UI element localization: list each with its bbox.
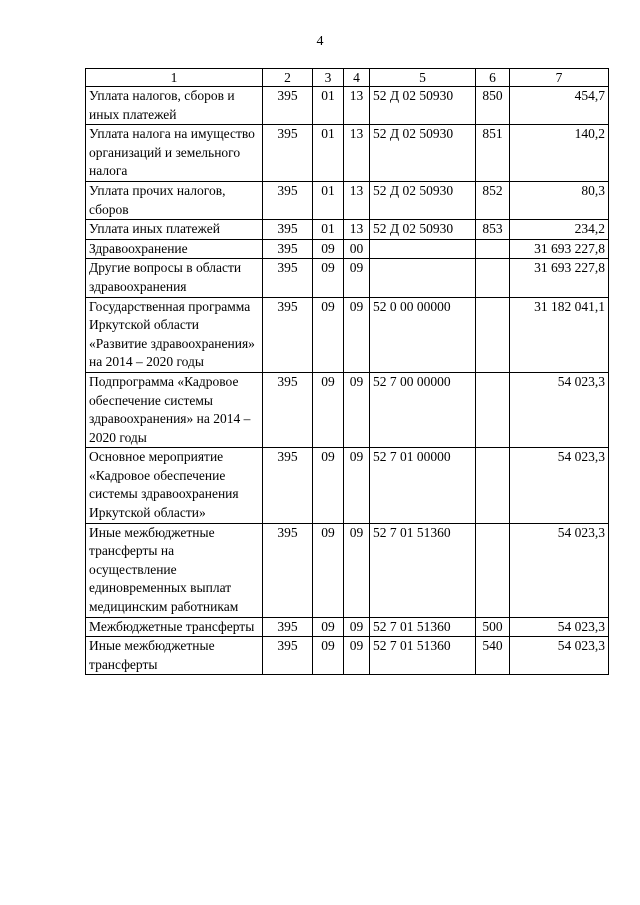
cell-section: 09 xyxy=(313,448,344,523)
page-number: 4 xyxy=(316,34,324,49)
cell-section: 01 xyxy=(313,220,344,240)
cell-amount: 54 023,3 xyxy=(510,372,609,447)
cell-name: Государственная программа Иркутской области «Развитие здравоохранения» на 2014 – 2020 годы xyxy=(86,297,263,372)
cell-amount: 54 023,3 xyxy=(510,523,609,617)
cell-amount: 54 023,3 xyxy=(510,637,609,675)
cell-section: 09 xyxy=(313,637,344,675)
cell-expense-type: 851 xyxy=(476,125,510,182)
cell-name: Уплата иных платежей xyxy=(86,220,263,240)
cell-name: Основное мероприятие «Кадровое обеспечение системы здравоохранения Иркутской области» xyxy=(86,448,263,523)
table-header-row xyxy=(86,69,609,87)
column-header: 2 xyxy=(263,69,313,87)
cell-section: 01 xyxy=(313,181,344,219)
table-row xyxy=(86,372,609,447)
cell-target-article: 52 0 00 00000 xyxy=(370,297,476,372)
table-row xyxy=(86,259,609,297)
cell-subsection: 00 xyxy=(344,239,370,259)
cell-name: Иные межбюджетные трансферты xyxy=(86,637,263,675)
cell-subsection: 13 xyxy=(344,87,370,125)
cell-section: 01 xyxy=(313,125,344,182)
cell-amount: 234,2 xyxy=(510,220,609,240)
cell-expense-type xyxy=(476,239,510,259)
table-row xyxy=(86,617,609,637)
cell-grbs: 395 xyxy=(263,448,313,523)
cell-name: Уплата прочих налогов, сборов xyxy=(86,181,263,219)
cell-grbs: 395 xyxy=(263,220,313,240)
cell-grbs: 395 xyxy=(263,259,313,297)
cell-expense-type xyxy=(476,259,510,297)
cell-section: 09 xyxy=(313,297,344,372)
cell-subsection: 09 xyxy=(344,523,370,617)
cell-section: 09 xyxy=(313,239,344,259)
column-header: 7 xyxy=(510,69,609,87)
cell-section: 09 xyxy=(313,259,344,297)
cell-subsection: 09 xyxy=(344,448,370,523)
cell-name: Межбюджетные трансферты xyxy=(86,617,263,637)
cell-amount: 140,2 xyxy=(510,125,609,182)
cell-expense-type xyxy=(476,372,510,447)
cell-expense-type: 853 xyxy=(476,220,510,240)
table-row xyxy=(86,220,609,240)
cell-expense-type xyxy=(476,448,510,523)
cell-grbs: 395 xyxy=(263,239,313,259)
table-row xyxy=(86,181,609,219)
table-row xyxy=(86,239,609,259)
column-header: 6 xyxy=(476,69,510,87)
cell-grbs: 395 xyxy=(263,617,313,637)
cell-name: Здравоохранение xyxy=(86,239,263,259)
cell-subsection: 13 xyxy=(344,220,370,240)
cell-target-article: 52 Д 02 50930 xyxy=(370,125,476,182)
table-body xyxy=(86,69,609,675)
cell-section: 01 xyxy=(313,87,344,125)
cell-name: Подпрограмма «Кадровое обеспечение системы здравоохранения» на 2014 – 2020 годы xyxy=(86,372,263,447)
column-header: 1 xyxy=(86,69,263,87)
column-header: 3 xyxy=(313,69,344,87)
cell-expense-type xyxy=(476,523,510,617)
budget-table xyxy=(85,68,609,675)
cell-target-article xyxy=(370,259,476,297)
column-header: 4 xyxy=(344,69,370,87)
cell-amount: 31 182 041,1 xyxy=(510,297,609,372)
cell-section: 09 xyxy=(313,523,344,617)
cell-name: Уплата налогов, сборов и иных платежей xyxy=(86,87,263,125)
cell-name: Уплата налога на имущество организаций и земельного налога xyxy=(86,125,263,182)
cell-grbs: 395 xyxy=(263,125,313,182)
cell-amount: 54 023,3 xyxy=(510,448,609,523)
table-row xyxy=(86,523,609,617)
cell-amount: 54 023,3 xyxy=(510,617,609,637)
cell-section: 09 xyxy=(313,617,344,637)
cell-subsection: 13 xyxy=(344,181,370,219)
cell-subsection: 09 xyxy=(344,297,370,372)
cell-target-article: 52 Д 02 50930 xyxy=(370,87,476,125)
cell-name: Иные межбюджетные трансферты на осуществление единовременных выплат медицинским работникам xyxy=(86,523,263,617)
table-row xyxy=(86,125,609,182)
table-row xyxy=(86,637,609,675)
cell-grbs: 395 xyxy=(263,297,313,372)
cell-expense-type xyxy=(476,297,510,372)
cell-target-article: 52 Д 02 50930 xyxy=(370,181,476,219)
cell-grbs: 395 xyxy=(263,523,313,617)
cell-target-article: 52 7 01 51360 xyxy=(370,617,476,637)
cell-amount: 80,3 xyxy=(510,181,609,219)
cell-subsection: 09 xyxy=(344,637,370,675)
table-row xyxy=(86,87,609,125)
table-row xyxy=(86,448,609,523)
column-header: 5 xyxy=(370,69,476,87)
cell-grbs: 395 xyxy=(263,181,313,219)
cell-expense-type: 500 xyxy=(476,617,510,637)
cell-expense-type: 852 xyxy=(476,181,510,219)
cell-amount: 454,7 xyxy=(510,87,609,125)
cell-target-article: 52 7 01 51360 xyxy=(370,523,476,617)
cell-target-article: 52 Д 02 50930 xyxy=(370,220,476,240)
cell-grbs: 395 xyxy=(263,87,313,125)
cell-grbs: 395 xyxy=(263,637,313,675)
cell-target-article: 52 7 01 00000 xyxy=(370,448,476,523)
cell-subsection: 09 xyxy=(344,617,370,637)
table-row xyxy=(86,297,609,372)
cell-subsection: 09 xyxy=(344,372,370,447)
cell-target-article xyxy=(370,239,476,259)
cell-amount: 31 693 227,8 xyxy=(510,259,609,297)
cell-subsection: 09 xyxy=(344,259,370,297)
cell-target-article: 52 7 00 00000 xyxy=(370,372,476,447)
cell-target-article: 52 7 01 51360 xyxy=(370,637,476,675)
cell-name: Другие вопросы в области здравоохранения xyxy=(86,259,263,297)
cell-grbs: 395 xyxy=(263,372,313,447)
cell-expense-type: 850 xyxy=(476,87,510,125)
cell-section: 09 xyxy=(313,372,344,447)
cell-amount: 31 693 227,8 xyxy=(510,239,609,259)
cell-expense-type: 540 xyxy=(476,637,510,675)
cell-subsection: 13 xyxy=(344,125,370,182)
